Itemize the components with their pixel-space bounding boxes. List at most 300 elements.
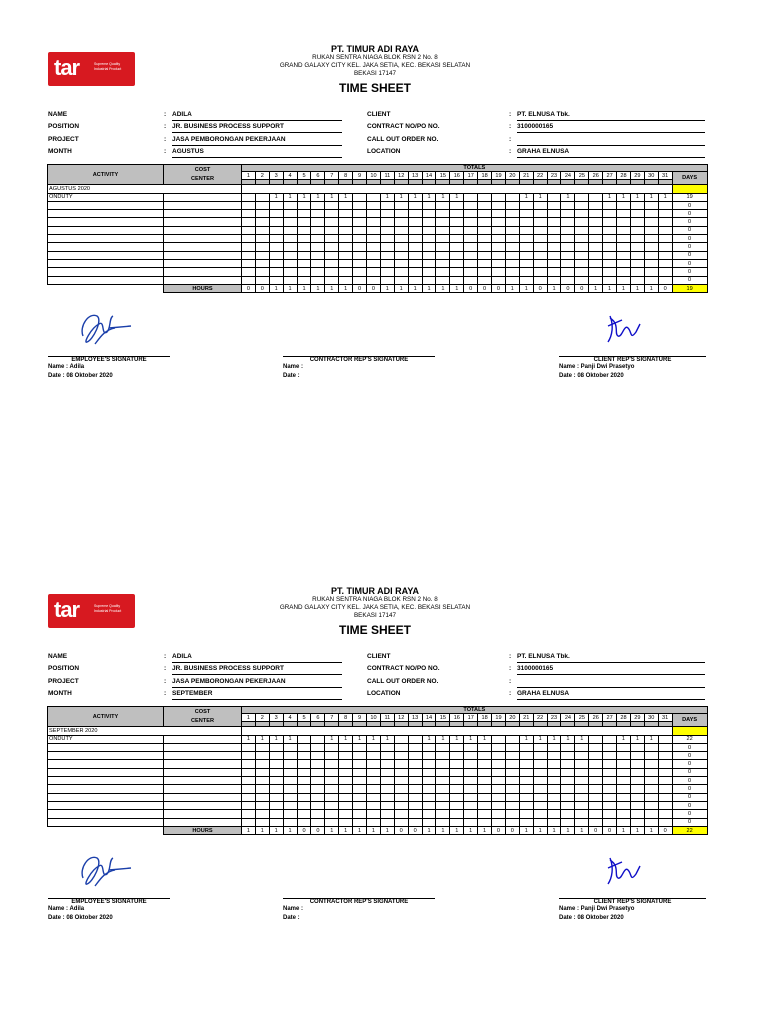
day-cell [464,201,478,209]
day-cell: 1 [325,735,339,743]
hours-label: HOURS [164,284,242,292]
day-cell [464,727,478,735]
day-cell [269,752,283,760]
row-days-cell: 19 [672,193,707,201]
day-cell [353,193,367,201]
day-cell [311,727,325,735]
day-cell [464,818,478,826]
day-cell [380,810,394,818]
day-cell [478,801,492,809]
day-cell [367,193,381,201]
day-cell [658,268,672,276]
day-number: 20 [505,714,519,722]
cost-center-cell [164,218,242,226]
day-cell [269,243,283,251]
day-cell [630,251,644,259]
table-row [48,810,708,818]
day-cell [436,268,450,276]
day-cell [283,810,297,818]
day-cell [283,752,297,760]
hours-cell: 0 [353,284,367,292]
day-cell [630,727,644,735]
day-cell [603,276,617,284]
day-cell [617,768,631,776]
day-cell [325,727,339,735]
day-cell [575,276,589,284]
label-callout: CALL OUT ORDER NO. [367,677,439,685]
day-cell [367,235,381,243]
client-signature-caption: CLIENT REP'S SIGNATURE [593,899,672,905]
cost-center-cell [164,276,242,284]
day-cell [255,752,269,760]
cost-center-line2: CENTER [191,717,214,724]
day-cell [367,243,381,251]
hours-cell: 0 [394,826,408,834]
day-cell [561,185,575,193]
hours-cell: 1 [408,284,422,292]
day-cell [575,226,589,234]
day-cell [450,727,464,735]
label-location: LOCATION [367,689,401,697]
activity-cell [48,259,164,267]
table-row [48,818,708,826]
client-signature-image [600,306,670,350]
row-days-cell: 0 [672,810,707,818]
day-cell [408,243,422,251]
day-number: 19 [492,172,506,180]
day-cell [561,743,575,751]
day-cell [269,810,283,818]
day-cell [436,251,450,259]
hours-row [48,826,708,834]
activity-cell [48,210,164,218]
activity-cell: ONDUTY [48,735,164,743]
day-cell [367,268,381,276]
value-client: PT. ELNUSA Tbk. [517,111,705,121]
day-cell: 1 [547,735,561,743]
day-cell [492,760,506,768]
day-cell [519,785,533,793]
day-cell [658,777,672,785]
row-days-cell: 0 [672,768,707,776]
label-contract: CONTRACT NO/PO NO. [367,123,440,131]
day-cell [630,743,644,751]
day-cell [519,743,533,751]
day-cell [644,251,658,259]
day-cell: 1 [422,735,436,743]
day-cell [311,793,325,801]
day-cell [297,810,311,818]
day-cell [311,226,325,234]
day-cell [367,810,381,818]
day-cell [422,235,436,243]
day-cell [464,743,478,751]
day-cell [367,226,381,234]
day-cell [422,777,436,785]
day-number: 11 [380,714,394,722]
day-cell [603,768,617,776]
cost-center-cell [164,818,242,826]
hours-cell: 1 [394,284,408,292]
day-cell: 1 [394,193,408,201]
day-cell [589,193,603,201]
day-cell [492,185,506,193]
day-cell [283,268,297,276]
day-cell [325,243,339,251]
day-cell [367,760,381,768]
day-number: 4 [283,172,297,180]
hours-cell: 1 [436,826,450,834]
day-cell [533,743,547,751]
hours-cell: 1 [269,284,283,292]
day-cell [255,276,269,284]
day-cell [436,201,450,209]
day-cell [380,226,394,234]
day-number: 10 [367,172,381,180]
day-cell: 1 [422,193,436,201]
day-cell [533,185,547,193]
day-cell [519,727,533,735]
cost-center-cell [164,777,242,785]
day-cell [547,259,561,267]
colon: : [164,665,167,673]
day-cell [450,743,464,751]
day-cell [311,268,325,276]
day-number: 4 [283,714,297,722]
day-cell [283,251,297,259]
day-cell [603,259,617,267]
client-signature-details [559,905,634,923]
client-signature-image [600,848,670,892]
day-cell [603,785,617,793]
table-row [48,777,708,785]
label-callout: CALL OUT ORDER NO. [367,135,439,143]
label-position: POSITION [48,665,80,673]
day-number: 21 [519,714,533,722]
day-cell [505,243,519,251]
day-cell: 1 [367,735,381,743]
value-position: JR. BUSINESS PROCESS SUPPORT [172,123,342,133]
day-cell [575,768,589,776]
day-cell [367,801,381,809]
days-cell [672,185,707,193]
day-number: 11 [380,172,394,180]
day-cell [644,218,658,226]
employee-name: Name : Adila [48,364,85,370]
colon: : [164,111,167,118]
hours-cell: 0 [533,284,547,292]
day-cell [630,226,644,234]
label-client: CLIENT [367,653,391,660]
day-cell [478,235,492,243]
activity-header: ACTIVITY [48,165,164,185]
table-row [48,752,708,760]
hours-cell: 1 [589,284,603,292]
activity-cell [48,226,164,234]
day-cell [644,226,658,234]
company-name: PT. TIMUR ADI RAYA [330,586,419,596]
day-cell: 1 [617,193,631,201]
day-cell [394,276,408,284]
day-cell [630,818,644,826]
hours-cell: 1 [380,826,394,834]
day-cell [492,259,506,267]
day-cell [547,727,561,735]
day-cell [450,810,464,818]
cost-center-cell [164,201,242,209]
hours-cell: 1 [422,826,436,834]
day-cell [478,777,492,785]
day-cell [283,727,297,735]
hours-cell: 1 [630,826,644,834]
day-cell [630,185,644,193]
client-name: Name : Panji Dwi Prasetyo [559,906,635,912]
day-cell [450,777,464,785]
day-cell [505,251,519,259]
day-cell [575,785,589,793]
day-cell [464,268,478,276]
day-cell [630,201,644,209]
day-cell [492,818,506,826]
day-cell [547,276,561,284]
day-cell [575,185,589,193]
day-cell [242,777,256,785]
day-cell [658,218,672,226]
hours-cell: 1 [478,826,492,834]
day-cell [644,768,658,776]
day-cell [380,218,394,226]
colon: : [164,147,167,155]
hours-cell: 1 [505,284,519,292]
day-cell [353,793,367,801]
client-name: Name : Panji Dwi Prasetyo [559,364,635,370]
label-contract: CONTRACT NO/PO NO. [367,665,440,673]
day-cell [589,218,603,226]
day-cell [519,777,533,785]
day-cell [589,259,603,267]
day-cell [422,727,436,735]
cost-center-cell [164,235,242,243]
day-cell [644,785,658,793]
day-cell [353,752,367,760]
day-cell [478,743,492,751]
day-cell [478,268,492,276]
day-cell [269,777,283,785]
day-cell [311,276,325,284]
day-cell [325,777,339,785]
day-cell [242,727,256,735]
client-signature-caption: CLIENT REP'S SIGNATURE [593,357,672,363]
day-cell [589,752,603,760]
day-cell [255,210,269,218]
day-cell [394,743,408,751]
hours-cell: 1 [283,284,297,292]
day-cell [408,752,422,760]
day-cell [519,760,533,768]
day-cell [658,210,672,218]
day-cell [380,743,394,751]
day-cell [630,810,644,818]
day-cell [422,801,436,809]
day-cell [422,793,436,801]
hours-cell: 0 [575,284,589,292]
cost-center-cell [164,743,242,751]
activity-cell [48,235,164,243]
day-cell [436,760,450,768]
day-number: 8 [339,172,353,180]
hours-cell: 0 [408,826,422,834]
day-cell [408,760,422,768]
hours-cell: 0 [603,826,617,834]
day-cell [255,193,269,201]
day-cell [630,268,644,276]
day-cell [561,259,575,267]
day-cell [644,810,658,818]
day-cell [297,185,311,193]
day-cell [464,218,478,226]
day-cell [367,768,381,776]
day-cell [464,193,478,201]
day-cell [561,818,575,826]
day-cell [311,259,325,267]
day-cell [450,235,464,243]
day-cell [575,210,589,218]
day-cell [575,235,589,243]
day-cell [283,201,297,209]
day-cell [630,801,644,809]
day-cell [589,201,603,209]
day-number: 23 [547,172,561,180]
day-cell [297,752,311,760]
day-cell [422,243,436,251]
activity-cell [48,760,164,768]
hours-cell: 1 [436,284,450,292]
day-cell [422,210,436,218]
colon: : [509,123,512,131]
day-cell [408,226,422,234]
day-cell: 1 [644,735,658,743]
day-cell [644,743,658,751]
day-cell [492,226,506,234]
day-cell [658,768,672,776]
day-cell [367,785,381,793]
day-cell [408,218,422,226]
day-cell [533,768,547,776]
day-cell [505,810,519,818]
day-cell [658,735,672,743]
day-cell [630,210,644,218]
label-client: CLIENT [367,111,391,118]
day-cell [255,818,269,826]
day-cell [603,210,617,218]
day-cell [603,777,617,785]
day-cell [450,768,464,776]
day-cell [436,785,450,793]
day-cell [422,268,436,276]
day-cell [505,185,519,193]
company-header [240,44,510,95]
day-cell [603,268,617,276]
day-cell: 1 [617,735,631,743]
day-cell [492,793,506,801]
day-cell [575,259,589,267]
day-cell [255,268,269,276]
day-cell [450,185,464,193]
colon: : [509,665,512,673]
day-number: 2 [255,714,269,722]
day-cell [589,243,603,251]
day-number: 21 [519,172,533,180]
table-row [48,743,708,751]
day-cell [533,793,547,801]
table-row [48,793,708,801]
day-cell [589,226,603,234]
day-cell [255,760,269,768]
cost-center-cell [164,735,242,743]
value-callout [517,136,705,146]
day-cell [353,268,367,276]
day-cell [269,218,283,226]
day-cell [658,727,672,735]
day-cell [464,276,478,284]
day-cell [589,268,603,276]
day-number: 25 [575,714,589,722]
day-cell [408,785,422,793]
day-cell [630,243,644,251]
colon: : [164,135,167,143]
day-cell [269,235,283,243]
day-number: 5 [297,172,311,180]
company-address-3: BEKASI 17147 [353,70,396,77]
table-header-row [48,707,708,714]
colon: : [509,689,512,697]
day-cell [394,793,408,801]
day-cell [325,210,339,218]
day-cell [311,235,325,243]
contractor-signature-caption: CONTRACTOR REP'S SIGNATURE [309,899,409,905]
hours-cell: 1 [367,826,381,834]
day-cell [283,818,297,826]
day-cell [242,793,256,801]
day-cell [519,818,533,826]
day-cell [325,810,339,818]
day-cell [269,185,283,193]
value-location: GRAHA ELNUSA [517,690,705,700]
day-cell [644,793,658,801]
day-cell [658,235,672,243]
day-cell [394,810,408,818]
day-cell [283,793,297,801]
day-cell [533,210,547,218]
day-cell [492,735,506,743]
day-cell [658,801,672,809]
day-cell [533,268,547,276]
day-cell [575,801,589,809]
day-number: 1 [242,714,256,722]
day-cell [311,777,325,785]
hours-cell: 0 [464,284,478,292]
hours-cell: 0 [242,284,256,292]
day-cell [255,251,269,259]
day-cell [311,818,325,826]
day-cell: 1 [339,193,353,201]
day-cell [367,818,381,826]
day-cell [478,760,492,768]
day-cell [492,276,506,284]
day-cell [589,777,603,785]
cost-center-header [164,707,242,727]
day-cell [311,735,325,743]
